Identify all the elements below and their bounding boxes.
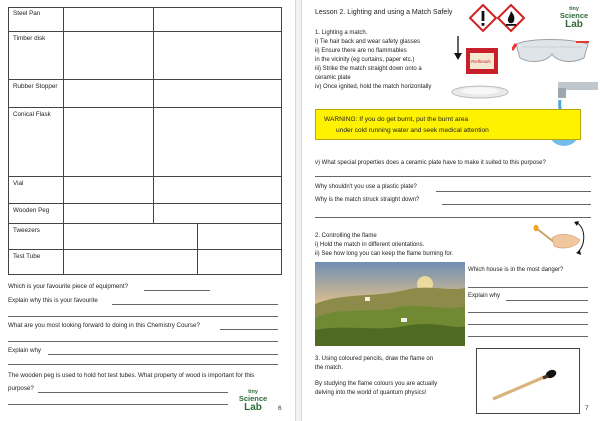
answer-line-explain-house-1[interactable] (506, 300, 588, 301)
tiny-science-lab-logo: tiny Science Lab (238, 389, 268, 413)
quantum-text-2: delving into the world of quantum physics! (315, 390, 427, 396)
answer-line-explain-favourite-2[interactable] (8, 316, 278, 317)
answer-line-explain-why-1[interactable] (48, 354, 278, 355)
step-1-i: i) Tie hair back and wear safety glasses (315, 39, 421, 45)
answer-line-explain-favourite-1[interactable] (112, 304, 278, 305)
safety-glasses-icon (512, 34, 592, 74)
answer-line-ceramic[interactable] (315, 176, 591, 177)
answer-line-explain-why-2[interactable] (8, 364, 278, 365)
step-1-iii: iii) Strike the match straight down onto a (315, 66, 422, 72)
step-1-iii-cont: ceramic plate (315, 75, 351, 81)
answer-line-looking-forward[interactable] (220, 329, 278, 330)
step-1: 1. Lighting a match. (315, 30, 368, 36)
left-page (0, 0, 296, 421)
answer-line-struck-down[interactable] (442, 204, 591, 205)
equipment-label-tweezers: Tweezers (13, 227, 40, 234)
matchbox-label: Redheads (471, 59, 491, 64)
question-house-danger: Which house is in the most danger? (468, 267, 564, 273)
question-explain-favourite: Explain why this is your favourite (8, 297, 98, 304)
quantum-text-1: By studying the flame colours you are actually (315, 381, 438, 387)
answer-line-explain-house-3[interactable] (468, 324, 588, 325)
equipment-label-vial: Vial (13, 180, 24, 187)
equipment-label-conical-flask: Conical Flask (13, 111, 51, 118)
flammable-hazard-icon (498, 5, 524, 31)
lesson-title: Lesson 2. Lighting and using a Match Safely (315, 9, 453, 16)
question-looking-forward: What are you most looking forward to doing in this Chemistry Course? (8, 322, 200, 329)
flame-step-2: 2. Controlling the flame (315, 233, 377, 239)
answer-line-explain-house-4[interactable] (468, 336, 588, 337)
warning-text-2: under cold running water and seek medical attention (336, 127, 489, 134)
step-1-iv: iv) Once ignited, hold the match horizontally (315, 84, 432, 90)
answer-line-looking-forward-2[interactable] (8, 341, 278, 342)
warning-box (315, 109, 581, 140)
answer-line-plastic[interactable] (436, 191, 591, 192)
page-number-left: 6 (278, 405, 282, 412)
step-1-ii: ii) Ensure there are no flammables (315, 48, 407, 54)
question-wooden-peg: The wooden peg is used to hold hot test tubes. What property of wood is important for this (8, 372, 255, 379)
matchbox-illustration (450, 34, 510, 104)
exclamation-hazard-icon (470, 5, 496, 31)
hazard-symbols (469, 4, 525, 34)
flame-drawing-box[interactable] (476, 348, 580, 414)
question-explain-house: Explain why (468, 293, 501, 299)
equipment-label-timber-disk: Timber disk (13, 35, 46, 42)
match-stick-icon (485, 361, 573, 405)
landscape-image (315, 262, 465, 346)
answer-line-explain-house-2[interactable] (468, 312, 588, 313)
answer-line-house[interactable] (468, 287, 588, 288)
right-page (301, 0, 600, 421)
question-struck-down: Why is the match struck straight down? (315, 197, 420, 203)
equipment-label-steel-pan: Steel Pan (13, 10, 41, 17)
question-wooden-peg-cont: purpose? (8, 385, 34, 392)
equipment-label-rubber-stopper: Rubber Stopper (13, 83, 58, 90)
page-number-right: 7 (585, 405, 589, 412)
draw-step-3: 3. Using coloured pencils, draw the flame on (315, 356, 434, 362)
equipment-label-wooden-peg: Wooden Peg (13, 207, 50, 214)
warning-text-1: WARNING: If you do get burnt, put the burnt area (324, 116, 469, 123)
draw-step-3-cont: the match. (315, 365, 344, 371)
question-favourite: Which is your favourite piece of equipment? (8, 283, 129, 290)
hand-holding-match-icon (528, 220, 588, 260)
answer-line-struck-down-2[interactable] (315, 217, 591, 218)
equipment-label-test-tube: Test Tube (13, 253, 41, 260)
step-1-ii-cont: in the vicinity (eg curtains, paper etc.) (315, 57, 415, 63)
answer-line-wooden-peg-1[interactable] (38, 392, 228, 393)
flame-step-2-ii: ii) See how long you can keep the flame burning for. (315, 251, 454, 257)
question-ceramic-plate: v) What special properties does a ceramic plate have to make it suited to this purpose? (315, 160, 546, 166)
equipment-table (8, 7, 282, 275)
flame-step-2-i: i) Hold the match in different orientations. (315, 242, 425, 248)
tiny-science-lab-logo-right: tiny Science Lab (559, 6, 589, 30)
answer-line-wooden-peg-2[interactable] (8, 404, 228, 405)
question-explain-why: Explain why (8, 347, 42, 354)
answer-line-favourite[interactable] (144, 290, 210, 291)
question-plastic-plate: Why shouldn't you use a plastic plate? (315, 184, 417, 190)
